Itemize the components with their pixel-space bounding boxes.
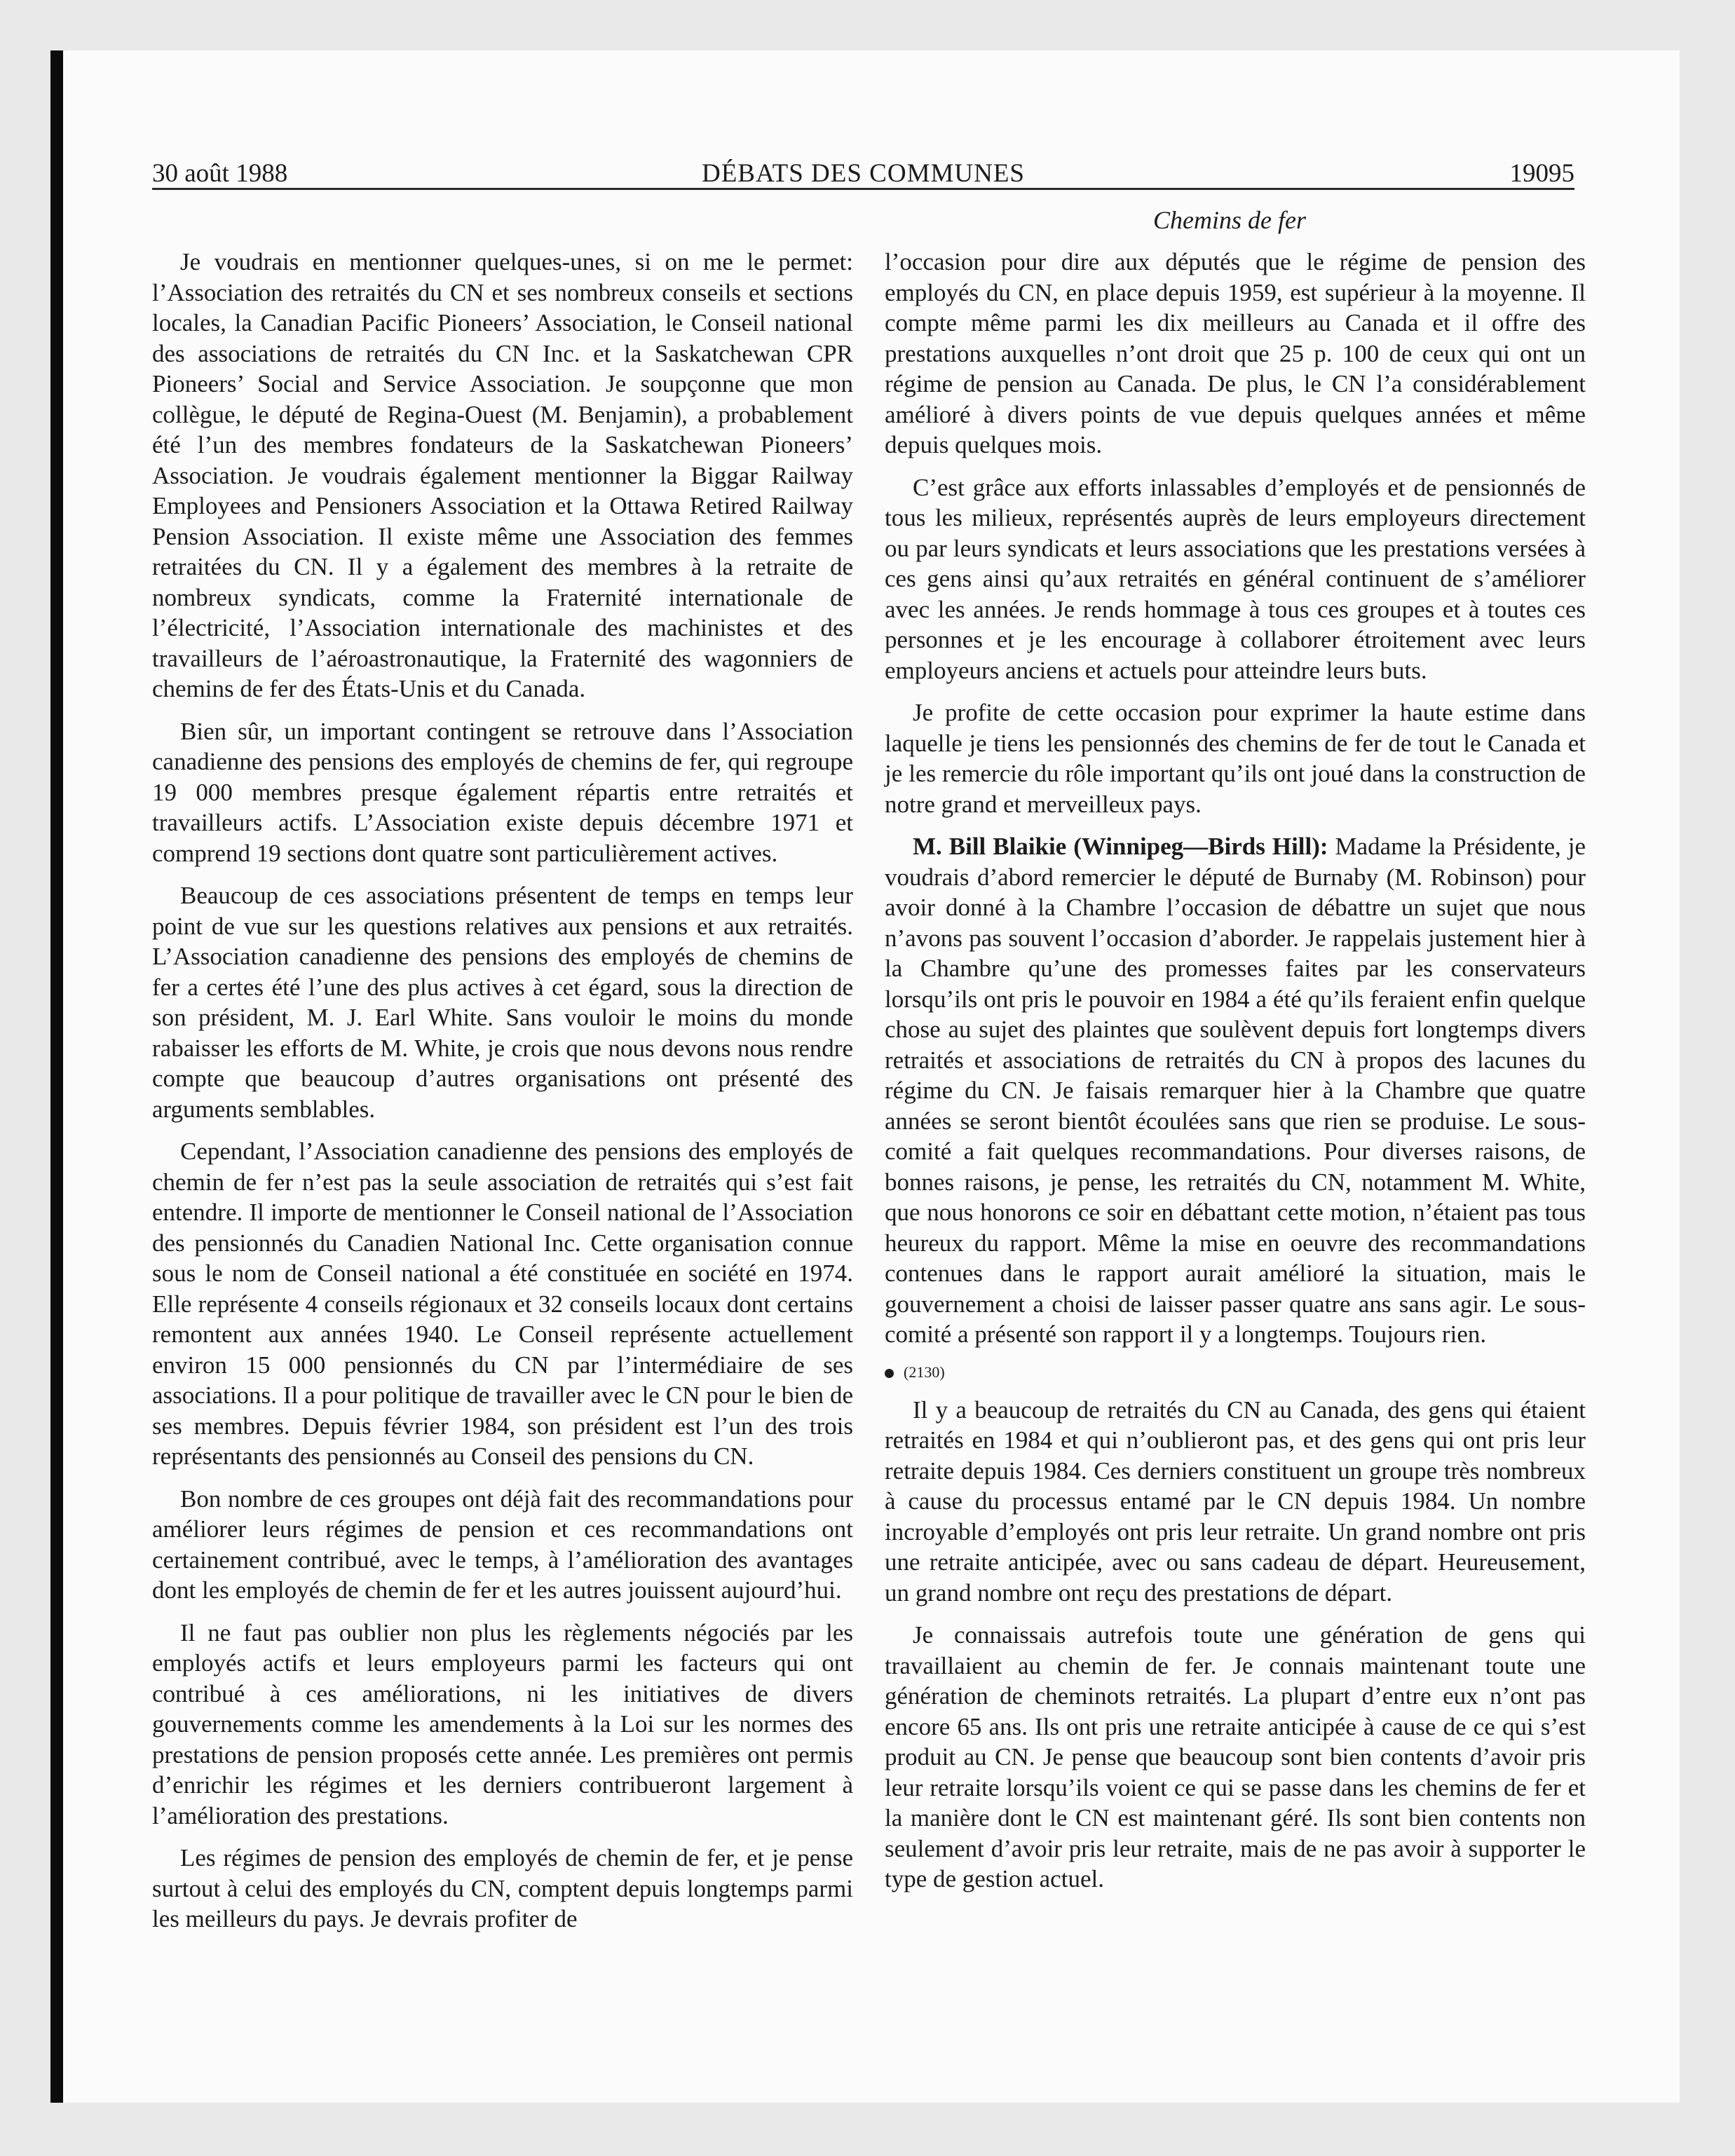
paragraph: Cependant, l’Association canadienne des pensions des employés de chemin de fer n’est pas la seule association de retraités qui s’est fait entendre. Il importe de mentionner le Conseil national de l’Association des pensionnés du Canadien National Inc. Cette organisation connue sous le nom de Conseil national a été constituée en société en 1974. Elle représente 4 conseils régionaux et 32 conseils locaux dont certains remontent aux années 1940. Le Conseil représente actuellement environ 15 000 pensionnés du CN par l’intermédiaire de ses associations. Il a pour politique de travailler avec le CN pour le bien de ses membres. Depuis février 1984, son président est l’un des trois représentants des pensionnés au Conseil des pensions du CN. — [152, 1138, 853, 1470]
scan-border — [50, 50, 63, 2103]
speaker-name: M. Bill Blaikie (Winnipeg—Birds Hill): — [913, 833, 1328, 860]
section-rubric: Chemins de fer — [1153, 206, 1306, 234]
paragraph: C’est grâce aux efforts inlassables d’employés et de pensionnés de tous les milieux, représentés auprès de leurs employeurs directement ou par leurs syndicats et leurs associations que les prestations versées à ces gens ainsi qu’aux retraités en général continuent de s’améliorer avec les années. Je rends hommage à tous ces groupes et à toutes ces personnes et je les encourage à collaborer étroitement avec leurs employeurs anciens et actuels pour atteindre leurs buts. — [885, 473, 1586, 684]
header-date: 30 août 1988 — [152, 159, 288, 188]
paragraph: Bon nombre de ces groupes ont déjà fait des recommandations pour améliorer leurs régimes de pension et ces recommandations ont certainement contribué, avec le temps, à l’amélioration des avantages dont les employés de chemin de fer et les autres jouissent aujourd’hui. — [152, 1485, 853, 1604]
speech-paragraph — [885, 831, 1586, 1350]
paragraph: Les régimes de pension des employés de chemin de fer, et je pense surtout à celui des employés du CN, comptent depuis longtemps parmi les meilleurs du pays. Je devrais profiter de — [152, 1844, 853, 1932]
speech-text: Madame la Présidente, je voudrais d’abord remercier le député de Burnaby (M. Robinson) pour avoir donné à la Chambre l’occasion de débattre un sujet que nous n’avons pas souvent l’occasion d’aborder. Je rappelais justement hier à la Chambre qu’une des promesses faites par les conservateurs lorsqu’ils ont pris le pouvoir en 1984 a été qu’ils feraient enfin quelque chose au sujet des plaintes que soulèvent depuis fort longtemps divers retraités et associations de retraités du CN à propos des lacunes du régime du CN. Je faisais remarquer hier à la Chambre que quatre années se seront bientôt écoulées sans que rien se produise. Le sous-comité a fait quelques recommandations. Pour diverses raisons, de bonnes raisons, je pense, les retraités du CN, notamment M. White, que nous honorons ce soir en débattant cette motion, n’étaient pas tous heureux du rapport. Même la mise en oeuvre des recommandations contenues dans le rapport aurait amélioré la situation, mais le gouvernement a choisi de laisser passer quatre ans sans agir. Le sous-comité a présenté son rapport il y a longtemps. Toujours rien. — [885, 833, 1586, 1348]
bullet-icon — [885, 1369, 894, 1378]
page-header — [152, 156, 1574, 192]
time-marker-text: (2130) — [904, 1363, 945, 1381]
paragraph: Je connaissais autrefois toute une génération de gens qui travaillaient au chemin de fer. Je connais maintenant toute une génération de cheminots retraités. La plupart d’entre eux n’ont pas encore 65 ans. Ils ont pris une retraite anticipée à cause de ce qui s’est produit au CN. Je pense que beaucoup sont bien contents d’avoir pris leur retraite lorsqu’ils voient ce qui se passe dans les chemins de fer et la manière dont le CN est maintenant géré. Ils sont bien contents non seulement d’avoir pris leur retraite, mais de ne pas avoir à supporter le type de gestion actuel. — [885, 1621, 1586, 1892]
paragraph: Je voudrais en mentionner quelques-unes, si on me le permet: l’Association des retraités du CN et ses nombreux conseils et sections locales, la Canadian Pacific Pioneers’ Association, le Conseil national des associations de retraités du CN Inc. et la Saskatchewan CPR Pioneers’ Social and Service Association. Je soupçonne que mon collègue, le député de Regina-Ouest (M. Benjamin), a probablement été l’un des membres fondateurs de la Saskatchewan Pioneers’ Association. Je voudrais également mentionner la Biggar Railway Employees and Pensioners Association et la Ottawa Retired Railway Pension Association. Il existe même une Association des femmes retraitées du CN. Il y a également des membres à la retraite de nombreux syndicats, comme la Fraternité internationale de l’électricité, l’Association internationale des machinistes et des travailleurs de l’aéroastronautique, la Fraternité des wagonniers de chemins de fer des États-Unis et du Canada. — [152, 248, 853, 702]
paragraph: Je profite de cette occasion pour exprimer la haute estime dans laquelle je tiens les pensionnés des chemins de fer de tout le Canada et je les remercie du rôle important qu’ils ont joué dans la construction de notre grand et merveilleux pays. — [885, 699, 1586, 818]
paragraph: Il ne faut pas oublier non plus les règlements négociés par les employés actifs et leurs employeurs parmi les facteurs qui ont contribué à ces améliorations, ni les initiatives de divers gouvernements comme les amendements à la Loi sur les normes des prestations de pension proposés cette année. Les premières ont permis d’enrichir les régimes et les derniers contribueront largement à l’amélioration des prestations. — [152, 1618, 853, 1829]
header-rule — [152, 188, 1574, 190]
paragraph: Bien sûr, un important contingent se retrouve dans l’Association canadienne des pensions des employés de chemins de fer, qui regroupe 19 000 membres presque également répartis entre retraités et travailleurs actifs. L’Association existe depuis décembre 1971 et comprend 19 sections dont quatre sont particulièrement actives. — [152, 717, 853, 867]
paragraph: l’occasion pour dire aux députés que le régime de pension des employés du CN, en place depuis 1959, est supérieur à la moyenne. Il compte même parmi les dix meilleurs au Canada et il offre des prestations auxquelles n’ont droit que 25 p. 100 de ceux qui ont un régime de pension au Canada. De plus, le CN l’a considérablement amélioré à divers points de vue depuis quelques années et même depuis quelques mois. — [885, 248, 1586, 458]
header-title: DÉBATS DES COMMUNES — [701, 159, 1025, 188]
left-column — [152, 247, 853, 1946]
right-column — [885, 247, 1586, 1906]
paragraph: Il y a beaucoup de retraités du CN au Canada, des gens qui étaient retraités en 1984 et qui n’oublieront pas, et des gens qui ont pris leur retraite depuis 1984. Ces derniers constituent un groupe très nombreux à cause du processus entamé par le CN depuis 1984. Un nombre incroyable d’employés ont pris leur retraite. Un grand nombre ont pris une retraite anticipée, avec ou sans cadeau de départ. Heureusement, un grand nombre ont reçu des prestations de départ. — [885, 1396, 1586, 1606]
paragraph: Beaucoup de ces associations présentent de temps en temps leur point de vue sur les questions relatives aux pensions et aux retraités. L’Association canadienne des pensions des employés de chemins de fer a certes été l’une des plus actives à cet égard, sous la direction de son président, M. J. Earl White. Sans vouloir le moins du monde rabaisser les efforts de M. White, je crois que nous devons nous rendre compte que beaucoup d’autres organisations ont présenté des arguments semblables. — [152, 882, 853, 1123]
time-marker — [885, 1362, 1586, 1383]
page-number: 19095 — [1509, 159, 1574, 188]
